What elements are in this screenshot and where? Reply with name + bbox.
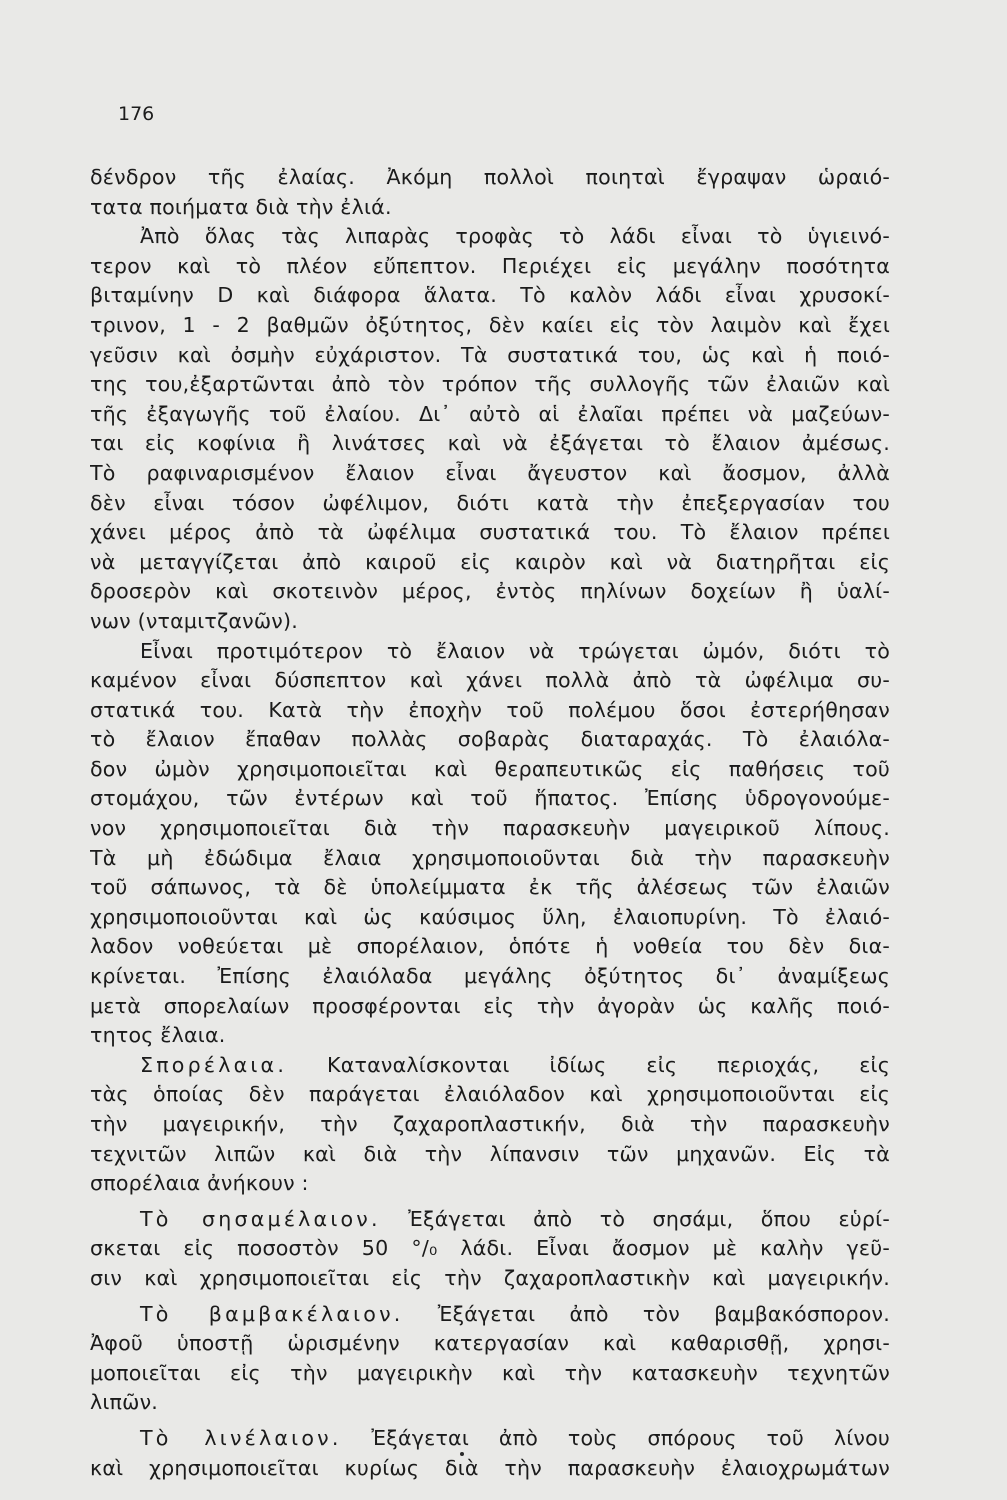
line-text: της του,ἐξαρτῶνται ἀπὸ τὸν τρόπον τῆς συλλογῆς τῶν ἐλαιῶν καὶ	[90, 372, 890, 397]
line-text: τρινον, 1 - 2 βαθμῶν ὀξύτητος, δὲν καίει εἰς τὸν λαιμὸν καὶ ἔχει	[90, 312, 890, 337]
line-text: Ἐξάγεται ἀπὸ τοὺς σπόρους τοῦ λίνου	[341, 1425, 890, 1450]
line-text: Ἀφοῦ ὑποστῇ ὡρισμένην κατεργασίαν καὶ καθαρισθῇ, χρησι-	[90, 1331, 890, 1356]
text-line	[90, 222, 890, 252]
line-text: χρησιμοποιοῦνται καὶ ὡς καύσιμος ὕλη, ἐλαιοπυρίνη. Τὸ ἐλαιό-	[90, 904, 890, 929]
text-line	[90, 607, 890, 637]
text-line	[90, 518, 890, 548]
text-line	[90, 193, 890, 223]
text-line	[90, 962, 890, 992]
text-line	[90, 1454, 890, 1484]
text-line	[90, 873, 890, 903]
spaced-heading: Σπορέλαια.	[140, 1052, 288, 1077]
text-line	[90, 932, 890, 962]
text-line	[90, 1021, 890, 1051]
line-text: λιπῶν.	[90, 1390, 159, 1415]
line-text: τὸ ἔλαιον ἔπαθαν πολλὰς σοβαρὰς διαταραχάς. Τὸ ἐλαιόλα-	[90, 727, 890, 752]
line-text: Εἶναι προτιμότερον τὸ ἔλαιον νὰ τρώγεται ὠμόν, διότι τὸ	[140, 638, 890, 663]
text-line	[90, 903, 890, 933]
text-line	[90, 429, 890, 459]
text-line	[90, 1388, 890, 1418]
text-line	[90, 1205, 890, 1235]
text-line	[90, 370, 890, 400]
line-text: μετὰ σπορελαίων προσφέρονται εἰς τὴν ἀγορὰν ὡς καλῆς ποιό-	[90, 993, 890, 1018]
line-text: νων (νταμιτζανῶν).	[90, 608, 298, 633]
line-text: στατικά του. Κατὰ τὴν ἐποχὴν τοῦ πολέμου ὅσοι ἐστερήθησαν	[90, 697, 890, 722]
line-text: τεχνιτῶν λιπῶν καὶ διὰ τὴν λίπανσιν τῶν μηχανῶν. Εἰς τὰ	[90, 1141, 890, 1166]
text-line	[90, 696, 890, 726]
text-line	[90, 1051, 890, 1081]
line-text: σκεται εἰς ποσοστὸν 50 °/₀ λάδι. Εἶναι ἄοσμον μὲ καλὴν γεῦ-	[90, 1236, 890, 1261]
line-text: Ἐξάγεται ἀπὸ τὸ σησάμι, ὅπου εὑρί-	[380, 1206, 890, 1231]
text-line	[90, 1359, 890, 1389]
line-text: δὲν εἶναι τόσον ὠφέλιμον, διότι κατὰ τὴν ἐπεξεργασίαν του	[90, 490, 890, 515]
text-line	[90, 1300, 890, 1330]
text-line	[90, 1110, 890, 1140]
line-text: δον ὠμὸν χρησιμοποιεῖται καὶ θεραπευτικῶς εἰς παθήσεις τοῦ	[90, 756, 890, 781]
line-text: λαδον νοθεύεται μὲ σπορέλαιον, ὁπότε ἡ νοθεία του δὲν δια-	[90, 934, 890, 959]
line-text: κρίνεται. Ἐπίσης ἐλαιόλαδα μεγάλης ὀξύτητος δι᾽ ἀναμίξεως	[90, 964, 890, 989]
text-line	[90, 725, 890, 755]
line-text: στομάχου, τῶν ἐντέρων καὶ τοῦ ἥπατος. Ἐπίσης ὑδρογονούμε-	[90, 786, 890, 811]
text-line	[90, 784, 890, 814]
line-text: δένδρον τῆς ἐλαίας. Ἀκόμη πολλοὶ ποιηταὶ ἔγραψαν ὡραιό-	[90, 165, 890, 189]
text-line	[90, 311, 890, 341]
line-text: καὶ χρησιμοποιεῖται κυρίως διὰ τὴν παρασκευὴν ἐλαιοχρωμάτων	[90, 1455, 890, 1480]
text-line	[90, 1140, 890, 1170]
text-line	[90, 844, 890, 874]
line-text: καμένον εἶναι δύσπεπτον καὶ χάνει πολλὰ ἀπὸ τὰ ὠφέλιμα συ-	[90, 668, 890, 693]
line-text: Ἐξάγεται ἀπὸ τὸν βαμβακόσπορον.	[403, 1301, 890, 1326]
line-text: γεῦσιν καὶ ὀσμὴν εὐχάριστον. Τὰ συστατικά του, ὡς καὶ ἡ ποιό-	[90, 342, 890, 367]
line-text: τητος ἔλαια.	[90, 1023, 226, 1048]
text-line	[90, 666, 890, 696]
line-text: Καταναλίσκονται ἰδίως εἰς περιοχάς, εἰς	[287, 1052, 890, 1077]
ink-dot	[460, 1452, 464, 1456]
spaced-heading: Τὸ σησαμέλαιον.	[140, 1206, 381, 1231]
line-text: βιταμίνην D καὶ διάφορα ἅλατα. Τὸ καλὸν λάδι εἶναι χρυσοκί-	[90, 283, 890, 308]
text-line	[90, 489, 890, 519]
text-line	[90, 252, 890, 282]
spaced-heading: Τὸ βαμβακέλαιον.	[140, 1301, 404, 1326]
text-line	[90, 637, 890, 667]
line-text: Ἀπὸ ὅλας τὰς λιπαρὰς τροφὰς τὸ λάδι εἶναι τὸ ὑγιεινό-	[140, 224, 890, 249]
line-text: τατα ποιήματα διὰ τὴν ἐλιά.	[90, 194, 392, 219]
line-text: νὰ μεταγγίζεται ἀπὸ καιροῦ εἰς καιρὸν καὶ νὰ διατηρῆται εἰς	[90, 549, 890, 574]
text-line	[90, 1329, 890, 1359]
line-text: Τὸ ραφιναρισμένον ἔλαιον εἶναι ἄγευστον καὶ ἄοσμον, ἀλλὰ	[90, 460, 890, 485]
text-line	[90, 1080, 890, 1110]
text-line	[90, 1169, 890, 1199]
text-line	[90, 577, 890, 607]
line-text: τὰς ὁποίας δὲν παράγεται ἐλαιόλαδον καὶ χρησιμοποιοῦνται εἰς	[90, 1082, 890, 1107]
line-text: σιν καὶ χρησιμοποιεῖται εἰς τὴν ζαχαροπλαστικὴν καὶ μαγειρικήν.	[90, 1265, 890, 1290]
text-line	[90, 548, 890, 578]
text-line	[90, 1264, 890, 1294]
text-line	[90, 1234, 890, 1264]
text-line	[90, 163, 890, 193]
text-line	[90, 281, 890, 311]
line-text: σπορέλαια ἀνήκουν :	[90, 1171, 309, 1196]
line-text: Τὰ μὴ ἐδώδιμα ἔλαια χρησιμοποιοῦνται διὰ τὴν παρασκευὴν	[90, 845, 890, 870]
text-line	[90, 755, 890, 785]
text-line	[90, 992, 890, 1022]
spaced-heading: Τὸ λινέλαιον.	[140, 1425, 342, 1450]
text-line	[90, 400, 890, 430]
text-line	[90, 341, 890, 371]
text-line	[90, 459, 890, 489]
line-text: τὴν μαγειρικήν, τὴν ζαχαροπλαστικήν, διὰ τὴν παρασκευὴν	[90, 1112, 890, 1136]
line-text: μοποιεῖται εἰς τὴν μαγειρικὴν καὶ τὴν κατασκευὴν τεχνητῶν	[90, 1360, 890, 1385]
text-line	[90, 1424, 890, 1454]
text-line	[90, 814, 890, 844]
line-text: χάνει μέρος ἀπὸ τὰ ὠφέλιμα συστατικά του. Τὸ ἔλαιον πρέπει	[90, 520, 890, 545]
line-text: δροσερὸν καὶ σκοτεινὸν μέρος, ἐντὸς πηλίνων δοχείων ἢ ὑαλί-	[90, 579, 890, 604]
page-number: 176	[118, 103, 155, 125]
line-text: νον χρησιμοποιεῖται διὰ τὴν παρασκευὴν μαγειρικοῦ λίπους.	[90, 816, 890, 841]
line-text: τῆς ἐξαγωγῆς τοῦ ἐλαίου. Δι᾽ αὐτὸ αἱ ἐλαῖαι πρέπει νὰ μαζεύων-	[90, 401, 890, 426]
line-text: τοῦ σάπωνος, τὰ δὲ ὑπολείμματα ἐκ τῆς ἀλέσεως τῶν ἐλαιῶν	[90, 875, 890, 900]
body-text	[90, 163, 890, 1483]
line-text: ται εἰς κοφίνια ἢ λινάτσες καὶ νὰ ἐξάγεται τὸ ἔλαιον ἀμέσως.	[90, 431, 890, 456]
line-text: τερον καὶ τὸ πλέον εὔπεπτον. Περιέχει εἰς μεγάλην ποσότητα	[90, 253, 890, 278]
